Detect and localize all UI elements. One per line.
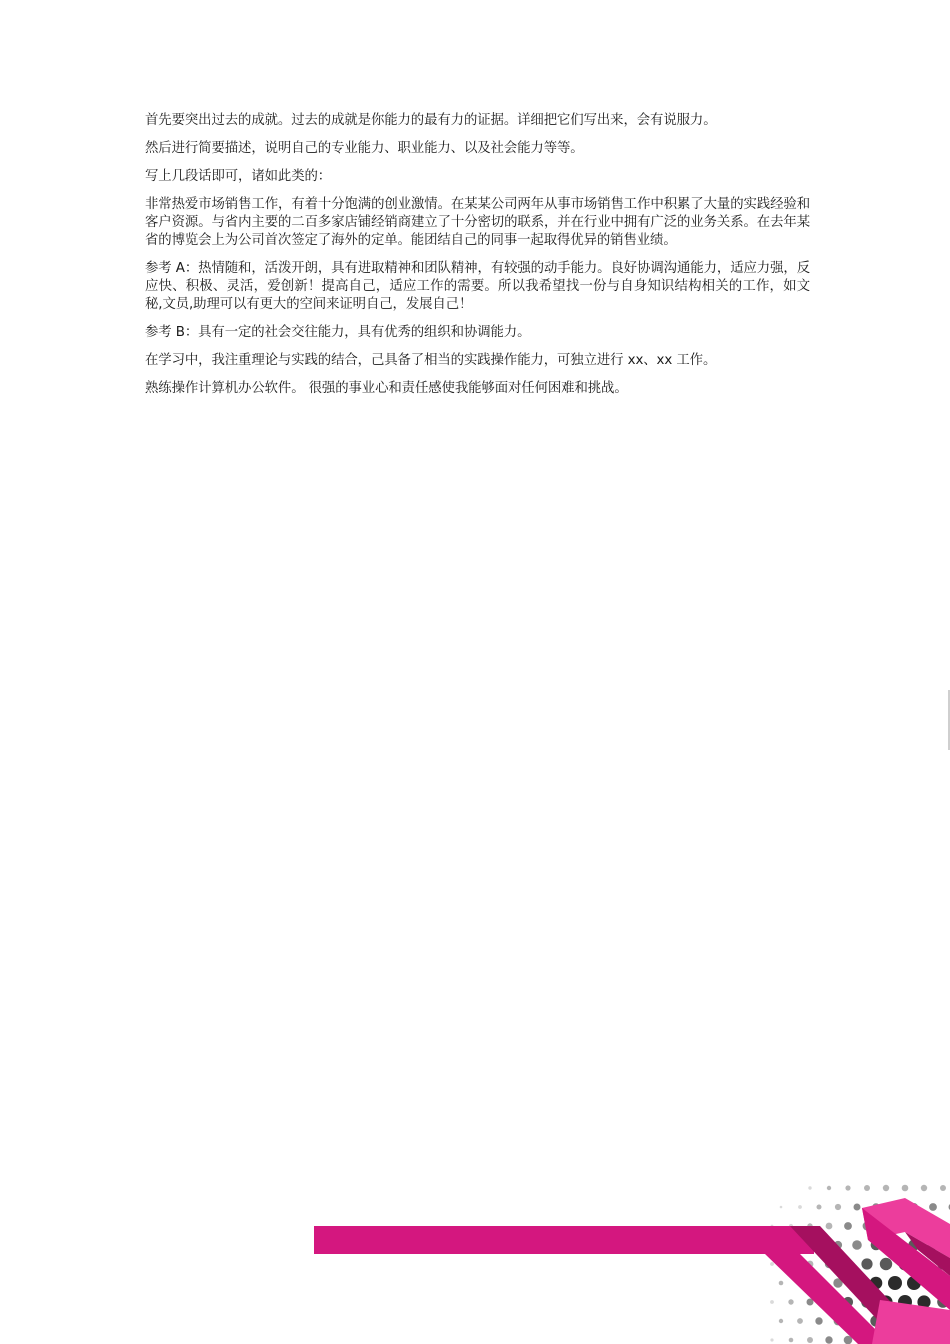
halftone-dot: [938, 1335, 948, 1344]
halftone-dot: [940, 1185, 946, 1191]
halftone-dot: [908, 1239, 919, 1250]
halftone-dot: [789, 1224, 793, 1228]
halftone-dot: [852, 1278, 863, 1289]
halftone-dot: [843, 1259, 853, 1269]
ribbon-fold-middle: [862, 1208, 950, 1310]
halftone-dot: [863, 1222, 872, 1231]
halftone-dot: [928, 1240, 939, 1251]
halftone-dot: [807, 1337, 813, 1343]
paragraph-4: 非常热爱市场销售工作，有着十分饱满的创业激情。在某某公司两年从事市场销售工作中积累了大量的实践经验和客户资源。与省内主要的二百多家店铺经销商建立了十分密切的联系，并在行业中拥有广泛的业务关系。在去年某省的博览会上为公司首次签定了海外的定单。能团结自己的同事一起取得优异的销售业绩。: [145, 197, 810, 248]
paragraph-2: 然后进行简要描述，说明自己的专业能力、职业能力、以及社会能力等等。: [145, 141, 584, 156]
halftone-dot: [908, 1315, 920, 1327]
halftone-dot: [854, 1204, 861, 1211]
halftone-dot: [807, 1223, 812, 1228]
halftone-dot: [779, 1281, 784, 1286]
halftone-dot: [927, 1277, 940, 1290]
ribbon-fold-shadow: [905, 1232, 950, 1276]
halftone-dot: [788, 1261, 793, 1266]
paragraph-3: 写上几段话即可，诸如此类的：: [145, 169, 332, 184]
halftone-dot: [921, 1185, 927, 1191]
paragraph-1: 首先要突出过去的成就。过去的成就是你能力的最有力的证据。详细把它们写出来，会有说服力。: [145, 113, 717, 128]
halftone-dot: [929, 1203, 937, 1211]
halftone-dot: [770, 1300, 774, 1304]
halftone-dot: [797, 1242, 802, 1247]
halftone-dot: [816, 1242, 823, 1249]
document-body: [145, 112, 810, 408]
halftone-dot: [844, 1222, 852, 1230]
ribbon-bar: [314, 1226, 814, 1254]
halftone-dot: [852, 1316, 862, 1326]
halftone-dot: [898, 1295, 912, 1309]
halftone-dots: [770, 1185, 950, 1344]
halftone-dot: [870, 1277, 883, 1290]
paragraph-7: 在学习中，我注重理论与实践的结合，己具备了相当的实践操作能力，可独立进行 xx、xx 工作。: [145, 353, 717, 368]
paragraph-8: 熟练操作计算机办公软件。 很强的事业心和责任感使我能够面对任何困难和挑战。: [145, 381, 628, 396]
halftone-dot: [861, 1296, 873, 1308]
halftone-dot: [927, 1315, 939, 1327]
ribbon-fold-top: [862, 1198, 950, 1258]
halftone-dot: [902, 1185, 909, 1192]
halftone-dot: [815, 1317, 822, 1324]
halftone-dot: [815, 1279, 823, 1287]
halftone-dot: [826, 1223, 833, 1230]
halftone-dot: [833, 1278, 842, 1287]
halftone-dot: [843, 1297, 853, 1307]
halftone-dot: [907, 1276, 921, 1290]
halftone-dot: [937, 1296, 949, 1308]
halftone-dot: [918, 1258, 930, 1270]
halftone-dot: [883, 1185, 889, 1191]
halftone-dot: [770, 1262, 774, 1266]
halftone-dot: [834, 1241, 842, 1249]
halftone-dot: [899, 1258, 912, 1271]
halftone-dot: [844, 1336, 853, 1344]
halftone-dot: [817, 1205, 822, 1210]
paragraph-6: 参考 B：具有一定的社会交往能力，具有优秀的组织和协调能力。: [145, 325, 531, 340]
halftone-dot: [797, 1318, 803, 1324]
halftone-dot: [881, 1221, 890, 1230]
halftone-dot: [947, 1278, 950, 1289]
ribbon-fold-bottom: [872, 1300, 950, 1344]
halftone-dot: [872, 1203, 880, 1211]
halftone-dot: [888, 1276, 902, 1290]
halftone-dot: [937, 1258, 948, 1269]
halftone-dot: [879, 1295, 892, 1308]
halftone-dot: [789, 1338, 794, 1343]
halftone-dot: [807, 1299, 814, 1306]
halftone-dot: [825, 1260, 833, 1268]
halftone-dot: [939, 1222, 948, 1231]
halftone-dot: [919, 1221, 928, 1230]
halftone-dot: [862, 1335, 872, 1344]
halftone-dot: [881, 1335, 892, 1344]
halftone-dot: [889, 1315, 901, 1327]
halftone-dot: [852, 1240, 862, 1250]
halftone-dot: [798, 1205, 802, 1209]
halftone-dot: [861, 1258, 872, 1269]
halftone-dot: [808, 1186, 811, 1189]
halftone-dot: [900, 1335, 911, 1344]
halftone-dot: [825, 1298, 834, 1307]
halftone-dot: [779, 1243, 783, 1247]
halftone-dot: [870, 1315, 881, 1326]
halftone-dot: [910, 1203, 918, 1211]
ribbon-diagonal-light: [765, 1254, 890, 1344]
halftone-dot: [891, 1203, 899, 1211]
halftone-dot: [900, 1221, 910, 1231]
halftone-dot: [825, 1336, 832, 1343]
halftone-dot: [919, 1335, 930, 1344]
halftone-dot: [779, 1319, 783, 1323]
halftone-dot: [871, 1240, 882, 1251]
halftone-dot: [770, 1338, 773, 1341]
halftone-dot: [917, 1295, 930, 1308]
halftone-dot: [780, 1206, 783, 1209]
paragraph-5: 参考 A：热情随和，活泼开朗，具有进取精神和团队精神，有较强的动手能力。良好协调沟通能力，适应力强，反应快、积极、灵活，爱创新！提高自己，适应工作的需要。所以我希望找一份与自身知识结构相关的工作，如文秘,文员,助理可以有更大的空间来证明自己，发展自己！: [145, 261, 810, 312]
halftone-dot: [889, 1239, 900, 1250]
halftone-dot: [880, 1258, 892, 1270]
halftone-dot: [864, 1185, 870, 1191]
halftone-dot: [845, 1185, 850, 1190]
ribbon-diagonal: [790, 1226, 930, 1344]
halftone-dot: [797, 1280, 803, 1286]
halftone-dot: [788, 1299, 793, 1304]
halftone-dot: [771, 1225, 774, 1228]
halftone-dot: [834, 1317, 843, 1326]
halftone-dot: [807, 1261, 814, 1268]
halftone-dot: [835, 1204, 841, 1210]
halftone-dot: [827, 1186, 831, 1190]
